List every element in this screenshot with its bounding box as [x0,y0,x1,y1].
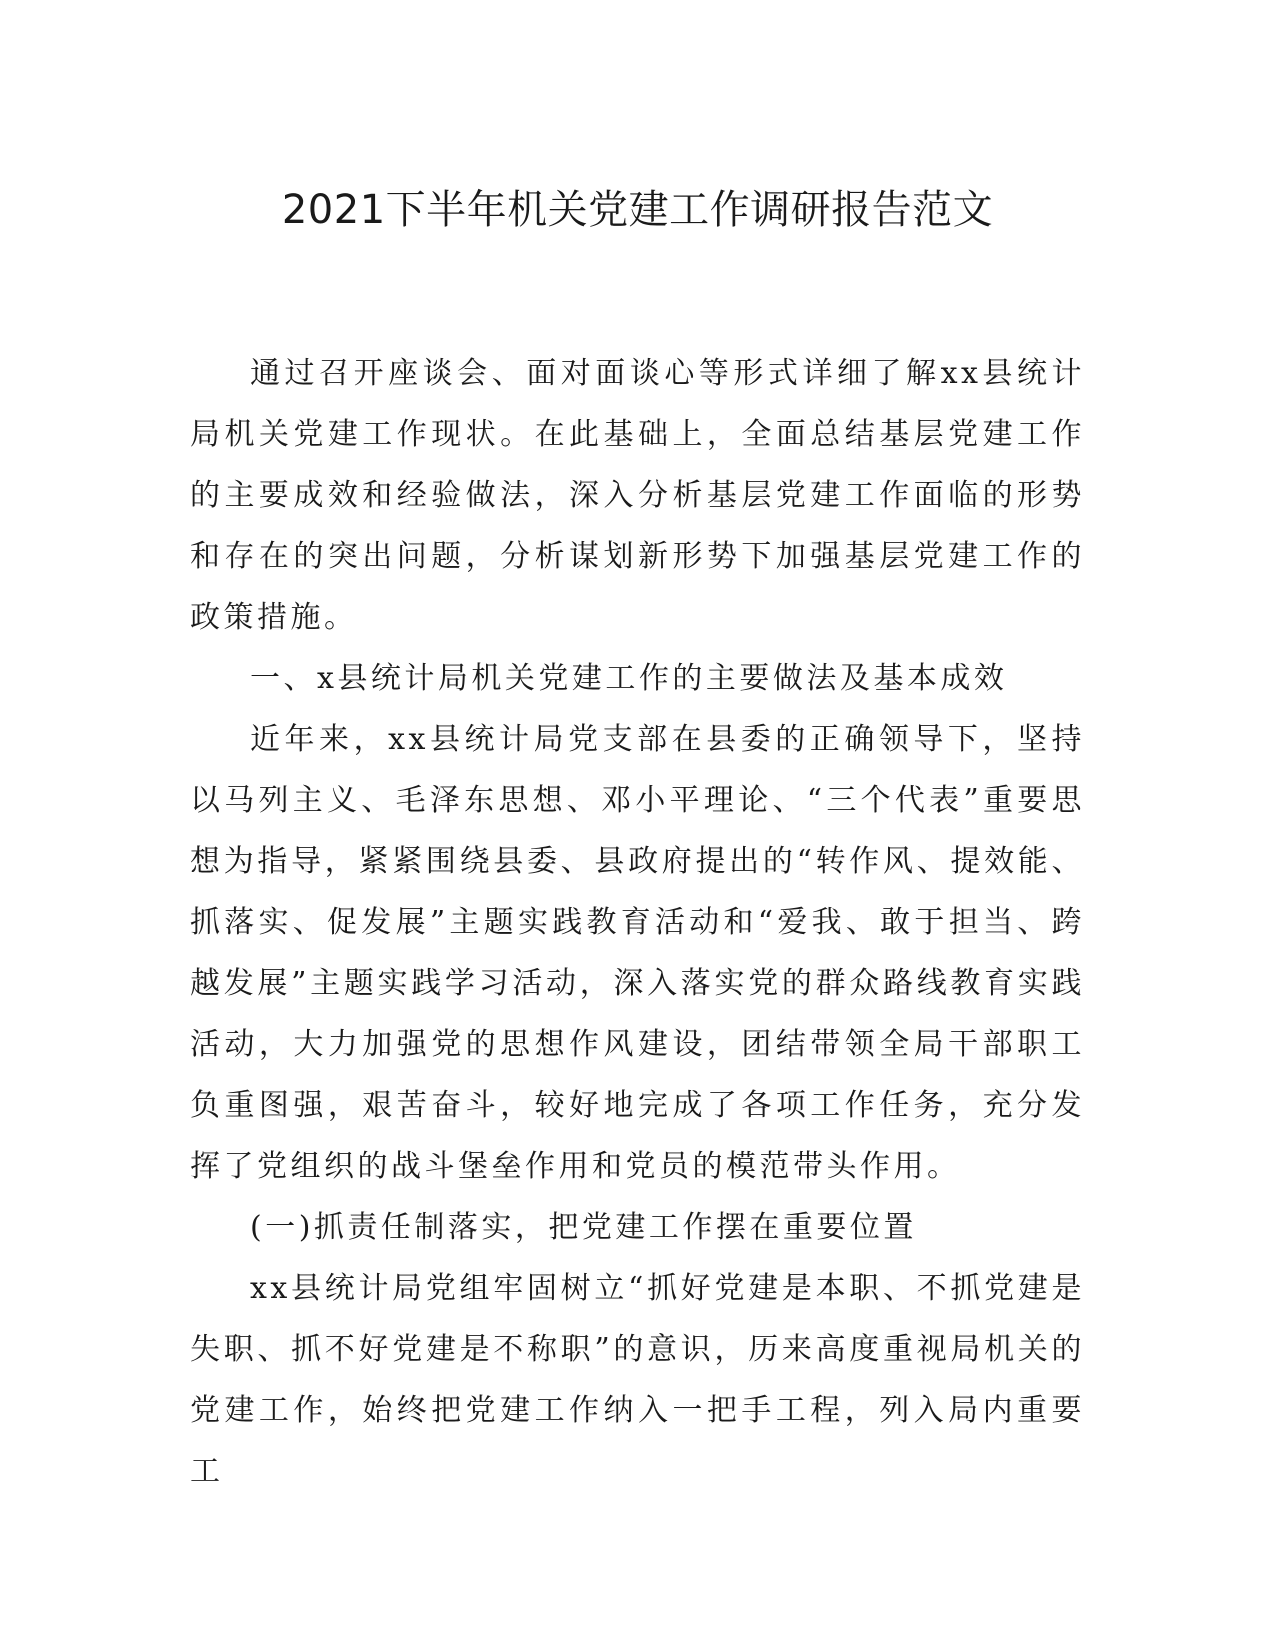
paragraph-section-1: 近年来，xx县统计局党支部在县委的正确领导下，坚持以马列主义、毛泽东思想、邓小平理论、“三个代表”重要思想为指导，紧紧围绕县委、县政府提出的“转作风、提效能、抓落实、促发展”主题实践教育活动和“爱我、敢于担当、跨越发展”主题实践学习活动，深入落实党的群众路线教育实践活动，大力加强党的思想作风建设，团结带领全局干部职工负重图强，艰苦奋斗，较好地完成了各项工作任务，充分发挥了党组织的战斗堡垒作用和党员的模范带头作用。 [190,722,1085,1184]
document-title: 2021下半年机关党建工作调研报告范文 [281,187,994,233]
subsection-heading-1: (一)抓责任制落实，把党建工作摆在重要位置 [250,1210,917,1245]
document-body [190,343,1085,1502]
paragraph-subsection-1: xx县统计局党组牢固树立“抓好党建是本职、不抓党建是失职、抓不好党建是不称职”的意识，历来高度重视局机关的党建工作，始终把党建工作纳入一把手工程，列入局内重要工 [190,1271,1085,1489]
section-heading-1: 一、x县统计局机关党建工作的主要做法及基本成效 [250,661,1008,696]
paragraph-intro: 通过召开座谈会、面对面谈心等形式详细了解xx县统计局机关党建工作现状。在此基础上，全面总结基层党建工作的主要成效和经验做法，深入分析基层党建工作面临的形势和存在的突出问题，分析谋划新形势下加强基层党建工作的政策措施。 [190,356,1085,635]
